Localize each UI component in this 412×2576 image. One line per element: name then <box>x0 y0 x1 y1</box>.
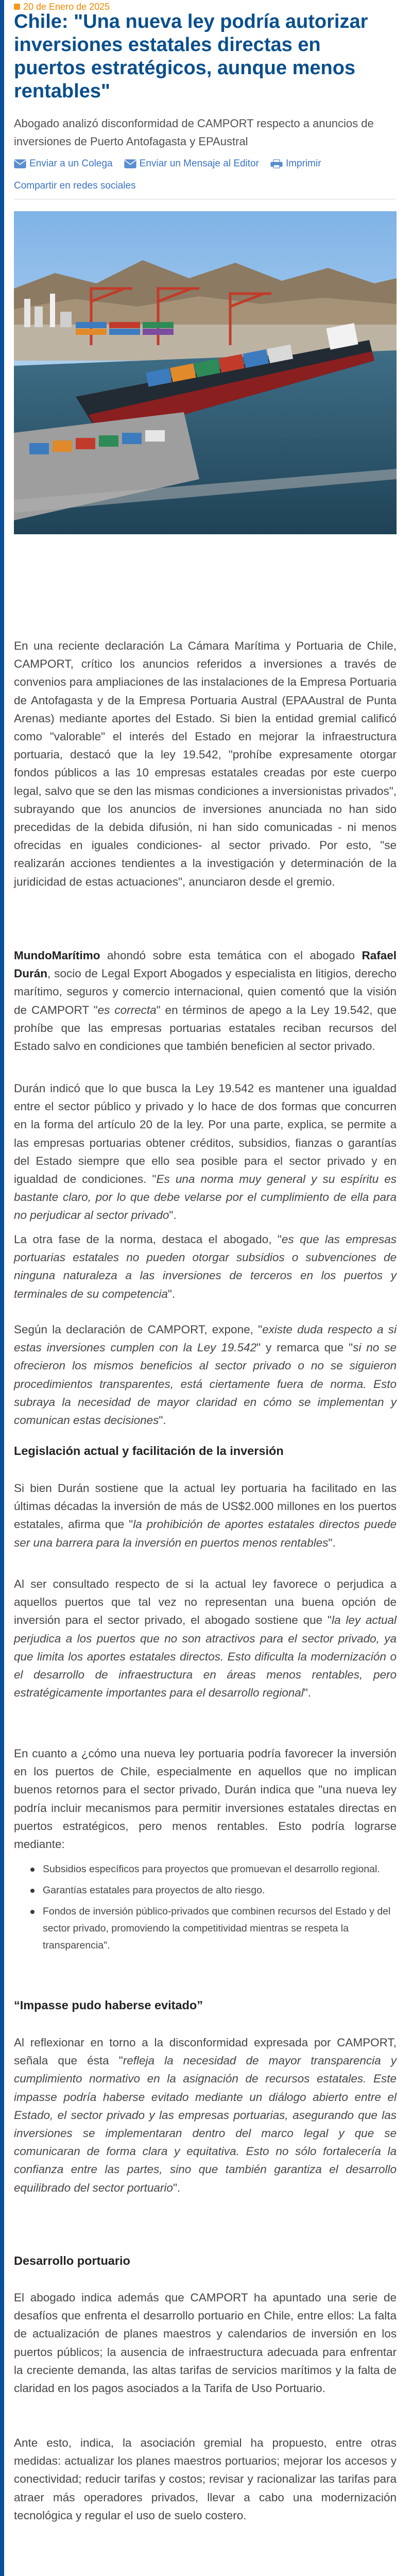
paragraph-3: Durán indicó que lo que busca la Ley 19.542 es mantener una igualdad entre el sector público y privado y lo hace de dos formas que concurren en la forma del artículo 20 de la ley. Por una parte, explica, se permite a las empresas portuarias obtener créditos, subsidios, fianzas o garantías del Estado siempre que ello sea posible para el sector privado y en igualdad de condiciones. "Es una norma muy general y su espíritu es bastante claro, por lo que debe velarse por el cumplimiento de ella para no perjudicar al sector privado". <box>14 1082 397 1222</box>
paragraph-7: Al ser consultado respecto de si la actual ley favorece o perjudica a aquellos puertos que tal vez no representan una buena opción de inversión para el sector privado, el abogado sostiene que "la ley actual perjudica a los puertos que no son atractivos para el sector privado, ya que limita los aportes estatales directos. Esto dificulta la modernización o el desarrollo de infraestructura en áreas menos rentables, pero estratégicamente importantes para el desarrollo regional". <box>14 1578 397 1700</box>
paragraph-1: En una reciente declaración La Cámara Marítima y Portuaria de Chile, CAMPORT, crítico los anuncios referidos a inversiones a través de convenios para ampliaciones de las instalaciones de la Empresa Portuaria de Antofagasta y de la Empresa Portuaria Austral (EPAAustral de Punta Arenas) mediante aportes del Estado. Si bien la entidad gremial calificó como "valorable" el interés del Estado en mejorar la infraestructura portuaria, destacó que la ley 19.542, "prohíbe expresamente otorgar fondos públicos a las 10 empresas estatales creadas por este cuerpo legal, salvo que se den las mismas condiciones a inversionistas privados", subrayando que los anuncios de inversiones anunciada no han sido precedidas de la debida difusión, ni han sido comunicadas - ni menos ofrecidas en iguales condiciones- al sector privado. Por esto, "se realizarán acciones tendientes a la investigación y determinación de la juridicidad de estas actuaciones", anunciaron desde el gremio. <box>14 639 397 888</box>
paragraph-5: Según la declaración de CAMPORT, expone, "existe duda respecto a si estas inversiones cumplen con la Ley 19.542" y remarca que "si no se ofrecieron los mismos beneficios al sector privado o no se siguieron procedimientos transparentes, está ciertamente fuera de norma. Esto subraya la necesidad de mayor claridad en cómo se implementan y comunican estas decisiones". <box>14 1323 397 1427</box>
left-accent-bar <box>0 0 4 2576</box>
print-link[interactable] <box>270 158 321 170</box>
send-editor-label: Enviar un Mensaje al Editor <box>139 158 259 169</box>
paragraph-9: Al reflexionar en torno a la disconformidad expresada por CAMPORT, señala que ésta "refleja la necesidad de mayor transparencia y cumplimiento normativo en la asignación de recursos estatales. Este impasse podría haberse evitado mediante un diálogo abierto entre el Estado, el sector privado y las empresas portuarias, asegurando que las inversiones se implementaran dentro del marco legal y que se comunicaran de forma clara y equitativa. Esto no sólo fortalecería la confianza entre las partes, sino que también garantiza el desarrollo equilibrado del sector portuario". <box>14 2036 397 2194</box>
article-image <box>14 211 397 534</box>
list-item: Subsidios específicos para proyectos que promuevan el desarrollo regional. <box>14 1861 397 1878</box>
section-heading-impasse: “Impasse pudo haberse evitado” <box>14 1998 203 2012</box>
send-colleague-label: Enviar a un Colega <box>29 158 113 169</box>
paragraph-4: La otra fase de la norma, destaca el abogado, "es que las empresas portuarias estatales no pueden otorgar subsidios o subvenciones de ninguna naturaleza a las inversiones de terceros en los puertos y terminales de su competencia". <box>14 1233 397 1300</box>
printer-icon <box>270 159 283 168</box>
paragraph-10: El abogado indica además que CAMPORT ha apuntado una serie de desafíos que enfrenta el desarrollo portuario en Chile, entre ellos: La falta de actualización de planes maestros y calendarios de inversión en los puertos públicos; la ausencia de infraestructura adecuada para enfrentar la creciente demanda, las altas tarifas de servicios marítimos y la falta de claridad en los pagos asociados a la Tarifa de Uso Portuario. <box>14 2291 397 2395</box>
paragraph-11: Ante esto, indica, la asociación gremial ha propuesto, entre otras medidas: actualizar los planes maestros portuarios; mejorar los accesos y conectividad; reducir tarifas y costos; revisar y racionalizar las tarifas para atraer más operadores privados, llevar a cabo una modernización tecnológica y regular el uso de suelo costero. <box>14 2436 397 2522</box>
port-photo-illustration <box>14 211 397 534</box>
send-editor-link[interactable] <box>124 158 259 170</box>
share-social-link[interactable]: Compartir en redes sociales <box>14 180 136 191</box>
article-date: 20 de Enero de 2025 <box>23 1 110 12</box>
paragraph-2: MundoMarítimo ahondó sobre esta temática con el abogado Rafael Durán, socio de Legal Export Abogados y especialista en litigios, derecho marítimo, seguros y comercio internacional, quien comentó que la visión de CAMPORT "es correcta" en términos de apego a la Ley 19.542, que prohíbe que las empresas portuarias estatales reciban recursos del Estado salvo en condiciones que también beneficien al sector privado. <box>14 949 397 1053</box>
lawyer-name: Rafael Durán <box>14 949 397 980</box>
article-summary: Abogado analizó disconformidad de CAMPORT respecto a anuncios de inversiones de Puerto Antofagasta y EPAustral <box>14 117 374 148</box>
publication-name: MundoMarítimo <box>14 949 100 962</box>
section-heading-desarrollo: Desarrollo portuario <box>14 2254 130 2267</box>
paragraph-6: Si bien Durán sostiene que la actual ley portuaria ha facilitado en las últimas décadas la inversión de más de US$2.000 millones en los puertos estatales, afirma que "la prohibición de aportes estatales directos puede ser una barrera para la inversión en puertos menos rentables". <box>14 1482 397 1549</box>
paragraph-8: En cuanto a ¿cómo una nueva ley portuaria podría favorecer la inversión en los puertos de Chile, especialmente en aquellos que no implican buenos retornos para el sector privado, Durán indica que "una nueva ley podría incluir mecanismos para permitir inversiones estatales directas en puertos estratégicos, pero menos rentables. Esto podría lograrse mediante: <box>14 1747 397 1851</box>
mechanisms-list <box>14 1861 397 1958</box>
list-item: Fondos de inversión público-privados que combinen recursos del Estado y del sector privado, promoviendo la competitividad mientras se respeta la transparencia". <box>14 1903 397 1954</box>
article-actions <box>14 156 397 172</box>
print-label: Imprimir <box>285 158 321 169</box>
send-colleague-link[interactable] <box>14 158 113 170</box>
calendar-icon <box>14 4 20 10</box>
list-item: Garantías estatales para proyectos de alto riesgo. <box>14 1882 397 1899</box>
envelope-icon <box>14 159 26 168</box>
envelope-icon <box>124 159 136 168</box>
section-heading-legislacion: Legislación actual y facilitación de la inversión <box>14 1444 284 1458</box>
article-title: Chile: "Una nueva ley podría autorizar inversiones estatales directas en puertos estratégicos, aunque menos rentables" <box>14 11 368 102</box>
